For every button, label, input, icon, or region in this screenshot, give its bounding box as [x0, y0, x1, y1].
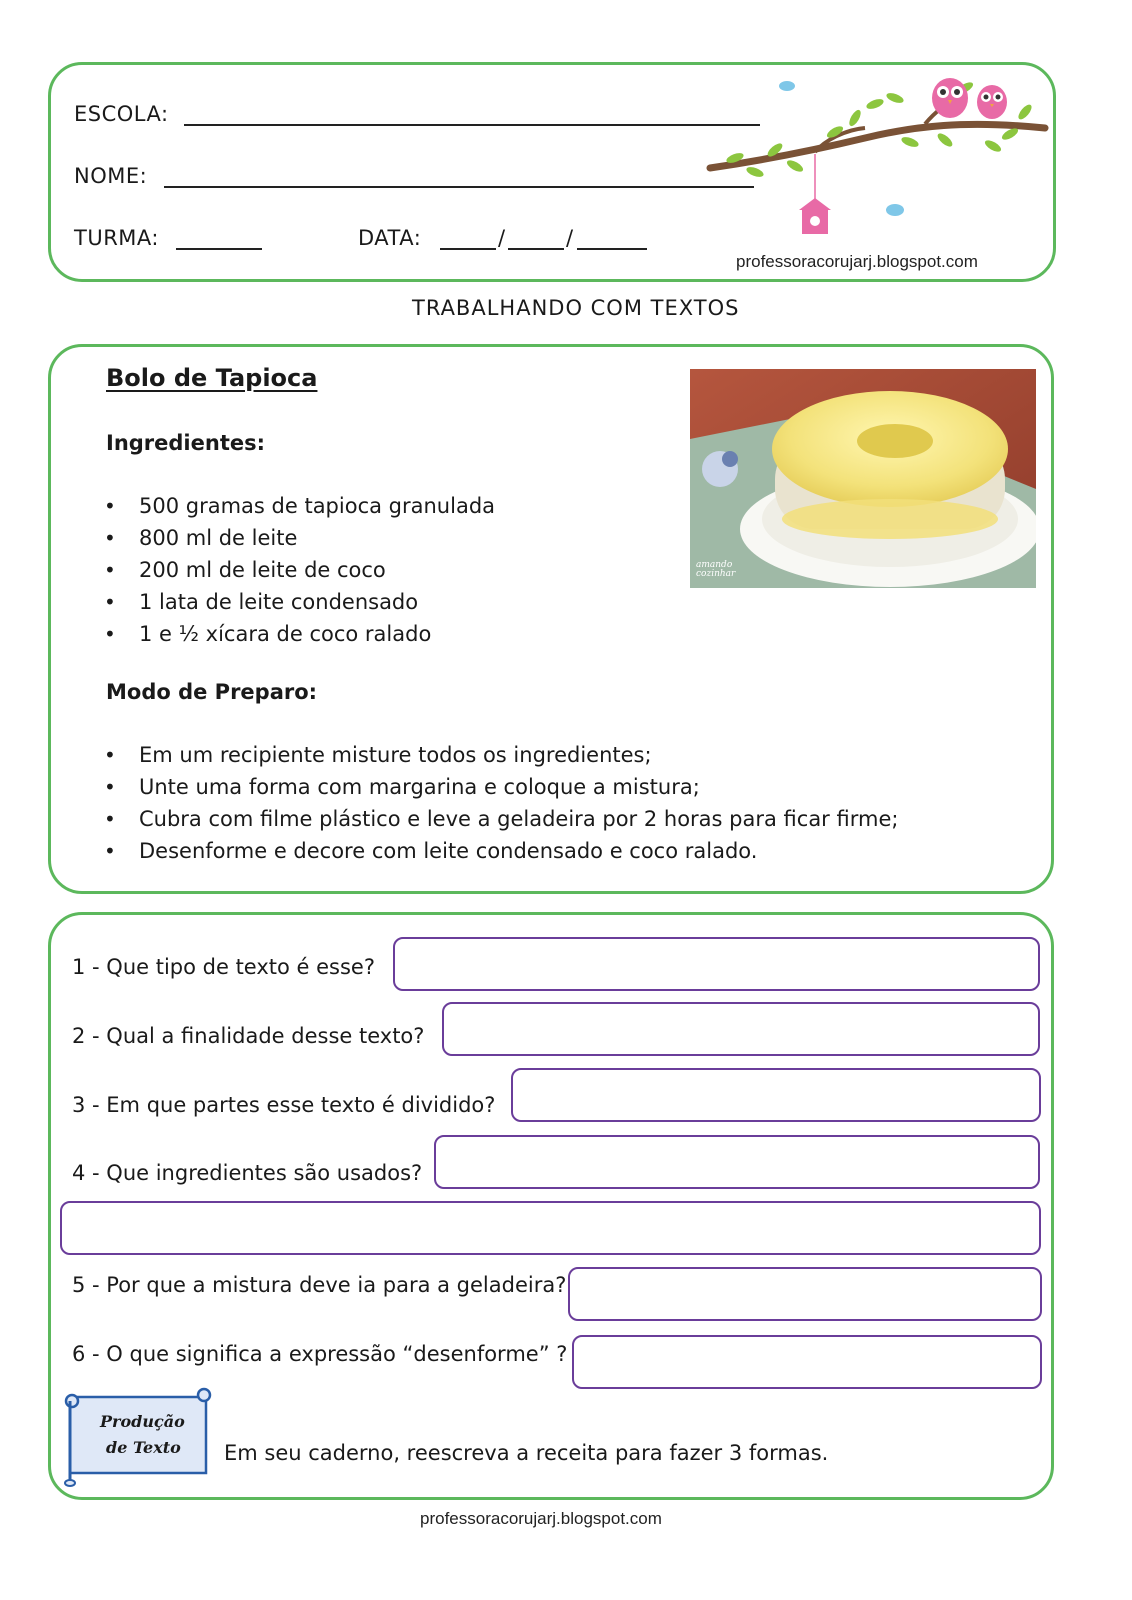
question-2: 2 - Qual a finalidade desse texto?: [72, 1024, 425, 1048]
watermark-line: cozinhar: [696, 569, 736, 579]
text-production-scroll: [62, 1387, 212, 1487]
bird-icon: [779, 81, 795, 91]
scroll-text: [84, 1409, 204, 1461]
answer-box-3[interactable]: [511, 1068, 1041, 1122]
list-item: • Em um recipiente misture todos os ingredientes;: [104, 739, 898, 771]
ingredients-heading: Ingredientes:: [106, 431, 265, 455]
date-separator: /: [566, 226, 574, 250]
leaf: [785, 158, 805, 174]
answer-box-6[interactable]: [572, 1335, 1042, 1389]
answer-box-2[interactable]: [442, 1002, 1040, 1056]
question-3: 3 - Em que partes esse texto é dividido?: [72, 1093, 496, 1117]
name-label: NOME:: [74, 164, 148, 188]
question-4: 4 - Que ingredientes são usados?: [72, 1161, 423, 1185]
owl-icon: [932, 78, 968, 118]
date-separator: /: [498, 226, 506, 250]
bird-icon: [886, 204, 904, 216]
leaf: [745, 165, 765, 179]
recipe-title: Bolo de Tapioca: [106, 364, 318, 392]
class-input-line[interactable]: [176, 248, 262, 250]
scroll-line: de Texto: [106, 1438, 181, 1457]
leaf: [1016, 103, 1034, 122]
list-item: • 1 lata de leite condensado: [104, 586, 495, 618]
list-item: • Desenforme e decore com leite condensado e coco ralado.: [104, 835, 898, 867]
question-6: 6 - O que significa a expressão “desenforme” ?: [72, 1342, 568, 1366]
method-heading: Modo de Preparo:: [106, 680, 318, 704]
method-steps-list: [104, 739, 898, 867]
cake-photo: [690, 369, 1036, 588]
class-label: TURMA:: [74, 226, 159, 250]
birdhouse-icon: [799, 198, 831, 234]
watermark-line: amando: [696, 560, 733, 570]
date-month-line[interactable]: [508, 248, 564, 250]
question-5: 5 - Por que a mistura deve ia para a geladeira?: [72, 1273, 567, 1297]
answer-box-5[interactable]: [568, 1267, 1042, 1321]
section-title: TRABALHANDO COM TEXTOS: [412, 296, 740, 320]
leaf: [885, 91, 905, 105]
list-item: • Cubra com filme plástico e leve a geladeira por 2 horas para ficar firme;: [104, 803, 898, 835]
list-item: • Unte uma forma com margarina e coloque a mistura;: [104, 771, 898, 803]
production-instruction: Em seu caderno, reescreva a receita para fazer 3 formas.: [224, 1441, 829, 1465]
leaf: [865, 97, 885, 111]
answer-box-1[interactable]: [393, 937, 1040, 991]
school-label: ESCOLA:: [74, 102, 169, 126]
date-label: DATA:: [358, 226, 422, 250]
ingredients-list: [104, 490, 495, 650]
leaf: [936, 131, 955, 149]
question-1: 1 - Que tipo de texto é esse?: [72, 955, 376, 979]
list-item: • 800 ml de leite: [104, 522, 495, 554]
date-year-line[interactable]: [577, 248, 647, 250]
leaf: [900, 135, 920, 149]
footer-blog-url: professoracorujarj.blogspot.com: [420, 1509, 662, 1528]
list-item: • 500 gramas de tapioca granulada: [104, 490, 495, 522]
answer-box-4[interactable]: [434, 1135, 1040, 1189]
scroll-line: Produção: [100, 1412, 185, 1431]
leaf: [847, 108, 863, 128]
header-blog-url: professoracorujarj.blogspot.com: [736, 252, 978, 271]
list-item: • 200 ml de leite de coco: [104, 554, 495, 586]
date-day-line[interactable]: [440, 248, 496, 250]
leaf: [983, 138, 1003, 154]
list-item: • 1 e ½ xícara de coco ralado: [104, 618, 495, 650]
name-input-line[interactable]: [164, 186, 754, 188]
answer-box-4-continued[interactable]: [60, 1201, 1041, 1255]
owl-branch-illustration: [705, 70, 1050, 250]
school-input-line[interactable]: [184, 124, 760, 126]
photo-watermark: [696, 561, 735, 579]
owl-icon: [977, 85, 1007, 119]
